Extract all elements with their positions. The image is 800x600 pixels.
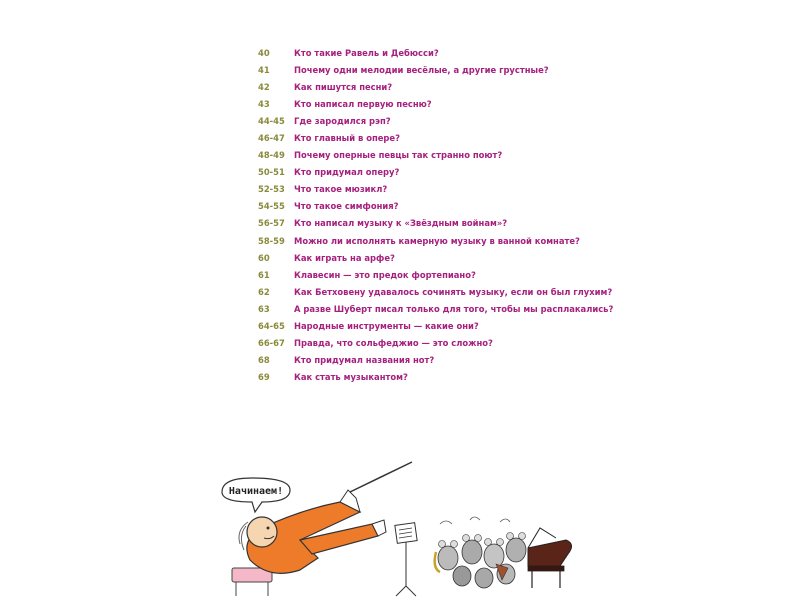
toc-page-number: 64-65 xyxy=(258,321,285,332)
toc-title[interactable]: Кто придумал названия нот? xyxy=(294,355,435,366)
toc-page-number: 44-45 xyxy=(258,115,285,126)
toc-entry[interactable] xyxy=(258,95,578,112)
toc-entry[interactable] xyxy=(258,249,578,266)
mouse-orchestra xyxy=(435,517,526,588)
toc-title[interactable]: Правда, что сольфеджио — это сложно? xyxy=(294,338,493,349)
grand-piano-icon xyxy=(528,528,572,588)
toc-entry[interactable] xyxy=(258,215,578,232)
toc-page-number: 56-57 xyxy=(258,218,285,229)
toc-title[interactable]: Клавесин — это предок фортепиано? xyxy=(294,269,476,280)
toc-title[interactable]: Как играть на арфе? xyxy=(294,252,395,263)
toc-entry[interactable] xyxy=(258,164,578,181)
toc-page-number: 50-51 xyxy=(258,167,285,178)
toc-title[interactable]: Кто главный в опере? xyxy=(294,133,400,144)
toc-title[interactable]: Кто написал первую песню? xyxy=(294,98,432,109)
toc-title[interactable]: Как Бетховену удавалось сочинять музыку, если он был глухим? xyxy=(294,286,613,297)
toc-entry[interactable] xyxy=(258,318,578,335)
table-of-contents xyxy=(258,44,614,386)
toc-title[interactable]: А разве Шуберт писал только для того, чтобы мы расплакались? xyxy=(294,303,614,314)
toc-page-number: 48-49 xyxy=(258,150,285,161)
toc-entry[interactable] xyxy=(258,112,578,129)
toc-entry[interactable] xyxy=(258,44,578,61)
speech-bubble xyxy=(222,478,290,512)
baton-icon xyxy=(350,462,412,492)
toc-entry[interactable] xyxy=(258,352,578,369)
toc-title[interactable]: Как стать музыкантом? xyxy=(294,372,408,383)
conductor-illustration xyxy=(0,440,800,600)
toc-entry[interactable] xyxy=(258,198,578,215)
toc-title[interactable]: Народные инструменты — какие они? xyxy=(294,321,479,332)
toc-entry[interactable] xyxy=(258,61,578,78)
toc-page-number: 42 xyxy=(258,81,270,92)
speech-bubble-text: Начинаем! xyxy=(228,486,284,497)
toc-page-number: 63 xyxy=(258,303,270,314)
toc-title[interactable]: Кто написал музыку к «Звёздным войнам»? xyxy=(294,218,508,229)
toc-page-number: 60 xyxy=(258,252,270,263)
toc-title[interactable]: Кто придумал оперу? xyxy=(294,167,400,178)
toc-page-number: 41 xyxy=(258,64,270,75)
toc-entry[interactable] xyxy=(258,232,578,249)
toc-entry[interactable] xyxy=(258,369,578,386)
toc-page-number: 58-59 xyxy=(258,235,285,246)
toc-title[interactable]: Кто такие Равель и Дебюсси? xyxy=(294,47,439,58)
toc-page-number: 46-47 xyxy=(258,133,285,144)
toc-page-number: 43 xyxy=(258,98,270,109)
toc-entry[interactable] xyxy=(258,283,613,300)
toc-entry[interactable] xyxy=(258,266,578,283)
toc-page-number: 68 xyxy=(258,355,270,366)
toc-entry[interactable] xyxy=(258,147,578,164)
toc-page-number: 66-67 xyxy=(258,338,285,349)
toc-title[interactable]: Что такое мюзикл? xyxy=(294,184,388,195)
toc-title[interactable]: Что такое симфония? xyxy=(294,201,399,212)
toc-page-number: 62 xyxy=(258,286,270,297)
toc-entry[interactable] xyxy=(258,78,578,95)
toc-page-number: 54-55 xyxy=(258,201,285,212)
toc-entry[interactable] xyxy=(258,129,578,146)
toc-page-number: 52-53 xyxy=(258,184,285,195)
toc-title[interactable]: Где зародился рэп? xyxy=(294,115,391,126)
toc-page-number: 40 xyxy=(258,47,270,58)
toc-page-number: 61 xyxy=(258,269,270,280)
toc-title[interactable]: Как пишутся песни? xyxy=(294,81,393,92)
toc-entry[interactable] xyxy=(258,181,578,198)
toc-title[interactable]: Почему одни мелодии весёлые, а другие грустные? xyxy=(294,64,549,75)
toc-title[interactable]: Можно ли исполнять камерную музыку в ванной комнате? xyxy=(294,235,580,246)
toc-title[interactable]: Почему оперные певцы так странно поют? xyxy=(294,150,503,161)
toc-entry[interactable] xyxy=(258,335,578,352)
toc-page-number: 69 xyxy=(258,372,270,383)
toc-entry[interactable] xyxy=(258,300,614,317)
music-stand-icon xyxy=(395,523,417,596)
